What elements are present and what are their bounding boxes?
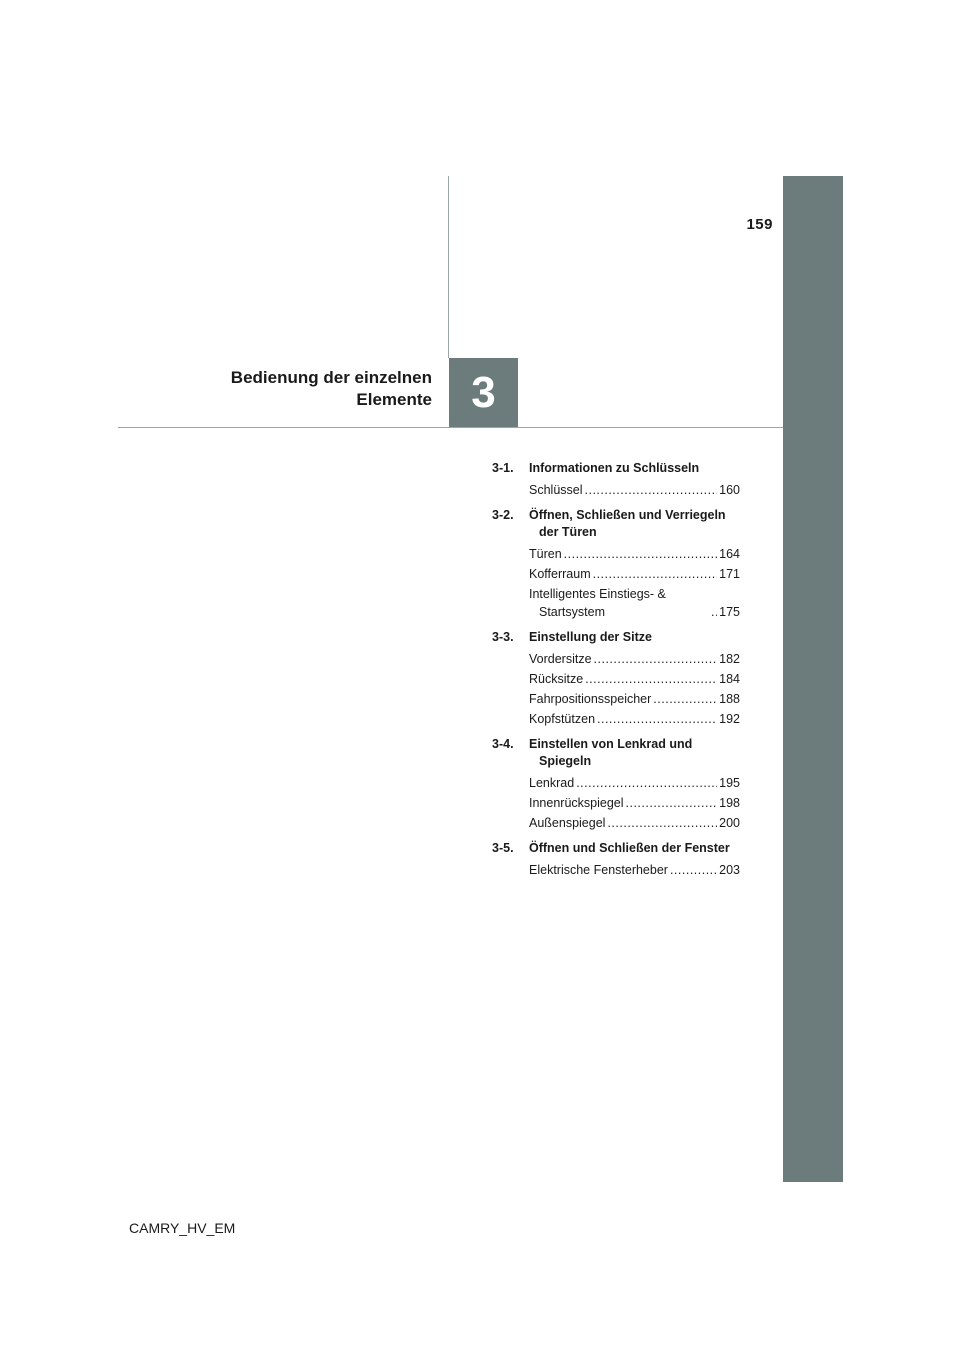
entry-label: Elektrische Fensterheber <box>529 863 668 877</box>
dot-leader <box>597 710 717 728</box>
section-title[interactable]: Öffnen und Schließen der Fenster <box>529 841 730 855</box>
toc-section-3-4 <box>492 736 740 832</box>
entry-page: 188 <box>719 692 740 706</box>
entry-page: 171 <box>719 567 740 581</box>
chapter-number-box: 3 <box>449 358 518 427</box>
entry-page: 182 <box>719 652 740 666</box>
toc-entry[interactable] <box>529 545 740 563</box>
entry-label: Schlüssel <box>529 483 583 497</box>
toc-section-3-3 <box>492 629 740 728</box>
entry-page: 203 <box>719 863 740 877</box>
dot-leader <box>585 481 718 499</box>
toc-entry[interactable] <box>529 710 740 728</box>
entry-label: Türen <box>529 547 562 561</box>
entry-page: 195 <box>719 776 740 790</box>
table-of-contents <box>492 460 740 887</box>
document-code-footer: CAMRY_HV_EM <box>129 1220 236 1236</box>
entry-page: 192 <box>719 712 740 726</box>
toc-entry[interactable] <box>529 814 740 832</box>
toc-section-3-2 <box>492 507 740 621</box>
section-number: 3-1. <box>492 461 514 475</box>
toc-section-3-1 <box>492 460 740 499</box>
dot-leader <box>576 774 717 792</box>
section-number: 3-3. <box>492 630 514 644</box>
toc-entry[interactable] <box>529 670 740 688</box>
entry-page: 184 <box>719 672 740 686</box>
entry-label: Lenkrad <box>529 776 575 790</box>
entry-label: Intelligentes Einstiegs- & Startsystem <box>529 587 666 619</box>
entry-label: Innenrückspiegel <box>529 796 624 810</box>
toc-entry[interactable] <box>529 774 740 792</box>
section-title[interactable]: Informationen zu Schlüsseln <box>529 461 700 475</box>
page-number: 159 <box>746 216 773 233</box>
entry-page: 160 <box>719 483 740 497</box>
vertical-divider <box>448 176 449 358</box>
section-title[interactable]: Einstellung der Sitze <box>529 630 652 644</box>
toc-entry[interactable] <box>529 565 740 583</box>
chapter-title <box>150 367 432 411</box>
entry-page: 164 <box>719 547 740 561</box>
section-number: 3-4. <box>492 737 514 751</box>
entry-label: Kofferraum <box>529 567 591 581</box>
chapter-side-tab <box>783 176 843 1182</box>
entry-label: Kopfstützen <box>529 712 596 726</box>
entry-page: 200 <box>719 816 740 830</box>
section-title[interactable]: Öffnen, Schließen und Verriegeln der Türen <box>529 508 726 539</box>
toc-entry[interactable] <box>529 794 740 812</box>
toc-entry[interactable] <box>529 690 740 708</box>
dot-leader <box>593 565 718 583</box>
section-number: 3-5. <box>492 841 514 855</box>
toc-entry[interactable] <box>529 861 740 879</box>
toc-entry[interactable] <box>529 481 740 499</box>
dot-leader <box>626 794 718 812</box>
dot-leader <box>711 603 717 621</box>
dot-leader <box>564 545 717 563</box>
horizontal-divider <box>118 427 783 428</box>
toc-entry[interactable] <box>529 585 740 621</box>
toc-entry[interactable] <box>529 650 740 668</box>
chapter-title-line1: Bedienung der einzelnen <box>230 368 432 387</box>
dot-leader <box>594 650 718 668</box>
entry-page: 198 <box>719 796 740 810</box>
section-title[interactable]: Einstellen von Lenkrad und Spiegeln <box>529 737 693 768</box>
dot-leader <box>670 861 717 879</box>
entry-label: Außenspiegel <box>529 816 606 830</box>
dot-leader <box>585 670 717 688</box>
entry-label: Rücksitze <box>529 672 584 686</box>
entry-page: 175 <box>719 605 740 619</box>
dot-leader <box>653 690 717 708</box>
entry-label: Fahrpositionsspeicher <box>529 692 652 706</box>
chapter-title-line2: Elemente <box>356 390 432 409</box>
section-number: 3-2. <box>492 508 514 522</box>
toc-section-3-5 <box>492 840 740 879</box>
entry-label: Vordersitze <box>529 652 592 666</box>
dot-leader <box>607 814 717 832</box>
